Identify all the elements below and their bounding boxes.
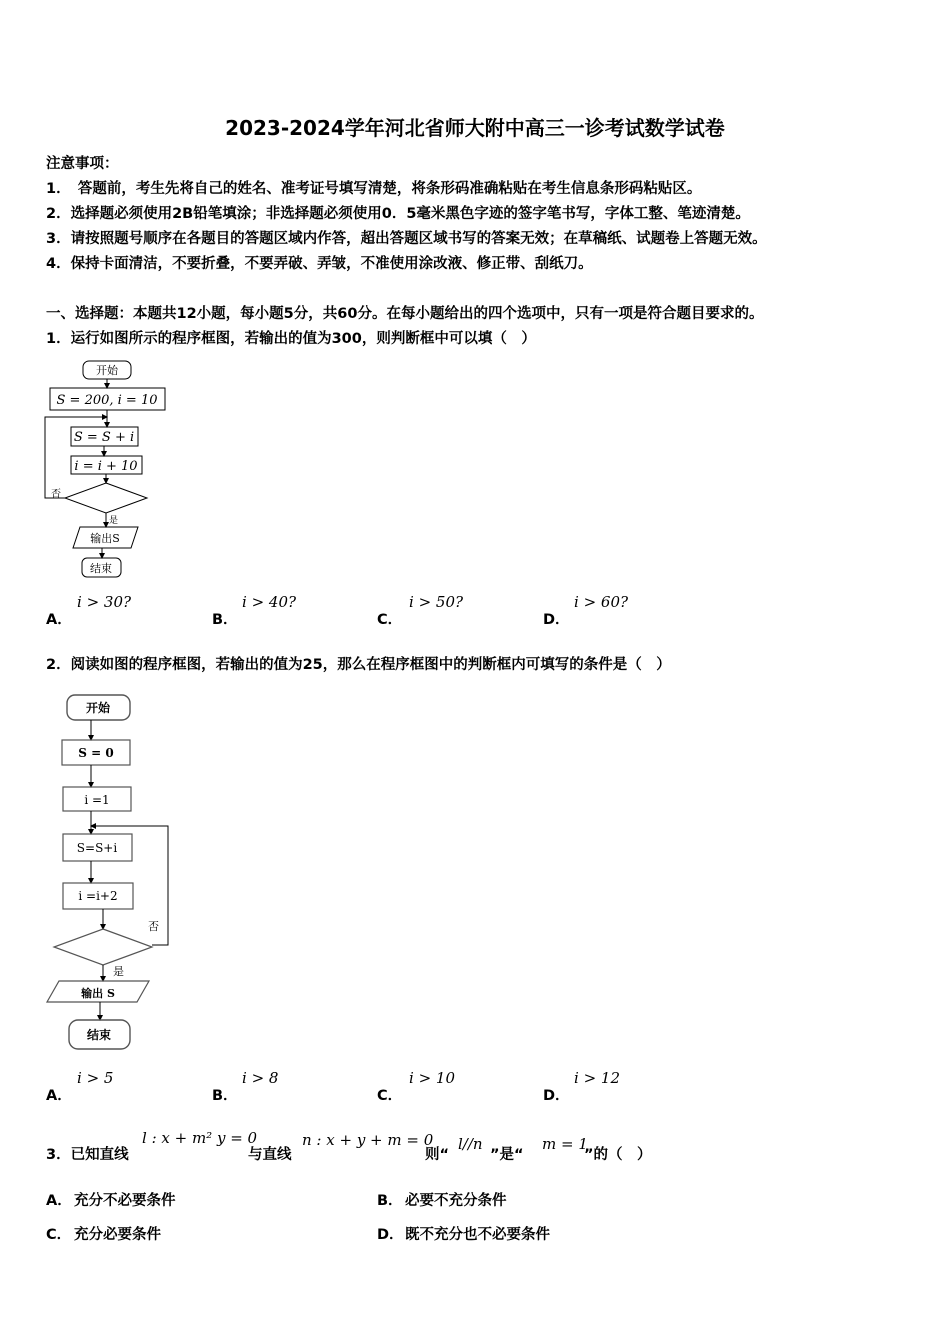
q3-option-c-text[interactable]: 充分必要条件 xyxy=(74,1227,161,1243)
q3-option-a-text[interactable]: 充分不必要条件 xyxy=(74,1193,176,1209)
notice-item-4: 4．保持卡面清洁，不要折叠，不要弄破、弄皱，不准使用涂改液、修正带、刮纸刀。 xyxy=(46,256,593,272)
q2-start-label: 开始 xyxy=(85,701,111,715)
q3-cond1: l//n xyxy=(458,1135,483,1153)
q2-flowchart xyxy=(40,688,180,1056)
q2-step1-label: S=S+i xyxy=(76,841,118,855)
q1-decision-diamond xyxy=(65,483,147,513)
q3-option-b-text[interactable]: 必要不充分条件 xyxy=(405,1193,507,1209)
q3-line-n: n : x + y + m = 0 xyxy=(302,1131,434,1149)
q1-option-c-label[interactable]: C． xyxy=(377,612,403,628)
notice-item-3: 3．请按照题号顺序在各题目的答题区域内作答，超出答题区域书写的答案无效；在草稿纸、试题卷上答题无效。 xyxy=(46,231,767,247)
q3-mid: 与直线 xyxy=(248,1147,292,1163)
page-title: 2023-2024学年河北省师大附中高三一诊考试数学试卷 xyxy=(225,116,725,140)
q1-option-a-text[interactable]: i > 30? xyxy=(77,593,132,611)
q2-option-a-label[interactable]: A． xyxy=(46,1088,72,1104)
q1-option-b-label[interactable]: B． xyxy=(212,612,238,628)
q3-option-d-text[interactable]: 既不充分也不必要条件 xyxy=(405,1227,550,1243)
q2-yes-label: 是 xyxy=(113,965,124,978)
q3-option-d-label[interactable]: D． xyxy=(377,1227,404,1243)
q2-option-c-label[interactable]: C． xyxy=(377,1088,403,1104)
q1-option-d-label[interactable]: D． xyxy=(543,612,570,628)
q1-option-d-text[interactable]: i > 60? xyxy=(574,593,629,611)
q2-option-d-label[interactable]: D． xyxy=(543,1088,570,1104)
q3-cond2: m = 1 xyxy=(542,1135,588,1153)
q1-output-label: 输出S xyxy=(90,532,120,545)
q2-option-b-label[interactable]: B． xyxy=(212,1088,238,1104)
q3-suffix: ”的（ ） xyxy=(584,1147,652,1163)
q1-flowchart xyxy=(40,355,180,583)
q2-option-a-text[interactable]: i > 5 xyxy=(77,1069,114,1087)
q1-option-c-text[interactable]: i > 50? xyxy=(409,593,464,611)
q2-option-b-text[interactable]: i > 8 xyxy=(242,1069,279,1087)
q1-no-label: 否 xyxy=(51,489,61,500)
q1-step1-label: S = S + i xyxy=(73,430,135,445)
q3-option-c-label[interactable]: C． xyxy=(46,1227,72,1243)
q3-then: 则“ xyxy=(425,1147,450,1163)
q3-is: ”是“ xyxy=(490,1147,524,1163)
q1-option-a-label[interactable]: A． xyxy=(46,612,72,628)
q3-line-l: l : x + m² y = 0 xyxy=(142,1129,258,1147)
q3-prefix: 3．已知直线 xyxy=(46,1147,129,1163)
q3-option-a-label[interactable]: A． xyxy=(46,1193,72,1209)
q1-start-label: 开始 xyxy=(96,364,118,377)
notice-heading: 注意事项： xyxy=(46,156,119,172)
notice-item-2: 2．选择题必须使用2B铅笔填涂；非选择题必须使用0．5毫米黑色字迹的签字笔书写，字体工整、笔迹清楚。 xyxy=(46,206,750,222)
section-heading: 一、选择题：本题共12小题，每小题5分，共60分。在每小题给出的四个选项中，只有一项是符合题目要求的。 xyxy=(46,306,764,322)
q2-option-c-text[interactable]: i > 10 xyxy=(409,1069,455,1087)
q2-i1-label: i =1 xyxy=(84,793,110,807)
q2-decision-diamond xyxy=(54,929,152,965)
notice-item-1: 1． 答题前，考生先将自己的姓名、准考证号填写清楚，将条形码准确粘贴在考生信息条形码粘贴区。 xyxy=(46,181,702,197)
q2-step2-label: i =i+2 xyxy=(78,889,118,903)
q2-output-label: 输出 S xyxy=(81,987,115,1000)
q1-yes-label: 是 xyxy=(109,516,119,526)
q1-step2-label: i = i + 10 xyxy=(74,459,138,474)
q1-option-b-text[interactable]: i > 40? xyxy=(242,593,297,611)
q1-stem: 1．运行如图所示的程序框图，若输出的值为300，则判断框中可以填（ ） xyxy=(46,331,536,347)
q2-no-label: 否 xyxy=(148,920,159,933)
q2-end-label: 结束 xyxy=(86,1028,112,1042)
q3-option-b-label[interactable]: B． xyxy=(377,1193,403,1209)
q1-init-label: S = 200, i = 10 xyxy=(56,393,158,408)
q2-option-d-text[interactable]: i > 12 xyxy=(574,1069,620,1087)
q2-s0-label: S = 0 xyxy=(78,746,114,760)
q1-end-label: 结束 xyxy=(90,562,112,575)
q2-stem: 2．阅读如图的程序框图，若输出的值为25，那么在程序框图中的判断框内可填写的条件是（ ） xyxy=(46,657,671,673)
